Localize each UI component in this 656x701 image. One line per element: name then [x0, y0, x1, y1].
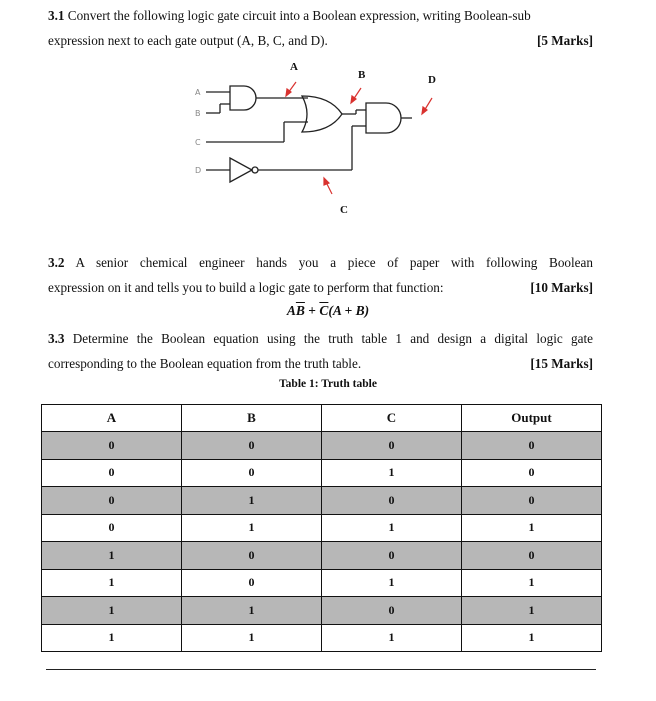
- arrow-label-b: B: [358, 69, 366, 81]
- cell-output: 1: [462, 514, 602, 542]
- question-3-3-text-1: Determine the Boolean equation using the truth table 1 and design a digital logic gate: [72, 331, 593, 346]
- and-gate-2: [366, 103, 401, 133]
- table-row: [42, 542, 602, 570]
- question-3-1-text-1: Convert the following logic gate circuit into a Boolean expression, writing Boolean-sub: [67, 8, 531, 23]
- cell-a: 1: [42, 542, 182, 570]
- arrow-label-c: C: [340, 204, 348, 216]
- question-3-2-line-2: [48, 275, 593, 300]
- logic-circuit-diagram: [180, 58, 450, 218]
- formula-b-bar: $\overline{B}$: [295, 303, 305, 318]
- cell-a: 0: [42, 514, 182, 542]
- question-3-2-number: 3.2: [48, 255, 65, 270]
- question-3-1-text-2: expression next to each gate output (A, B, C, and D).: [48, 33, 328, 48]
- cell-output: 1: [462, 569, 602, 597]
- cell-a: 1: [42, 569, 182, 597]
- formula-plus: +: [304, 303, 320, 318]
- table-header-row: [42, 405, 602, 432]
- and-gate-1: [230, 86, 256, 110]
- table-row: [42, 569, 602, 597]
- formula-a: A: [286, 303, 296, 318]
- cell-c: 0: [322, 487, 462, 515]
- cell-c: 0: [322, 542, 462, 570]
- question-3-1-marks: [5 Marks]: [536, 33, 593, 48]
- bottom-rule: [46, 669, 596, 670]
- table-caption: Table 1: Truth table: [279, 378, 377, 390]
- table-row: [42, 487, 602, 515]
- question-3-3-line-1: [48, 326, 593, 351]
- arrow-label-d: D: [428, 74, 436, 86]
- cell-b: 1: [182, 624, 322, 652]
- cell-b: 0: [182, 569, 322, 597]
- cell-c: 1: [322, 514, 462, 542]
- cell-output: 1: [462, 597, 602, 625]
- cell-b: 0: [182, 542, 322, 570]
- cell-a: 1: [42, 624, 182, 652]
- question-3-1: [48, 3, 593, 53]
- table-row: [42, 597, 602, 625]
- formula-c-bar: $\overline{C}$: [319, 303, 329, 318]
- cell-b: 0: [182, 432, 322, 460]
- cell-output: 0: [462, 487, 602, 515]
- cell-b: 1: [182, 597, 322, 625]
- arrow-c-head: [324, 178, 329, 185]
- table-row: [42, 459, 602, 487]
- cell-b: 0: [182, 459, 322, 487]
- question-3-3-line-2: [48, 351, 593, 376]
- question-3-1-line-1: [48, 3, 593, 28]
- input-label-d: D: [195, 166, 202, 175]
- header-c: C: [322, 405, 462, 432]
- input-label-c: C: [195, 138, 201, 147]
- cell-c: 1: [322, 624, 462, 652]
- input-label-a: A: [195, 88, 201, 97]
- formula-paren: (A + B): [328, 303, 370, 318]
- question-3-2-marks: [10 Marks]: [530, 280, 593, 295]
- question-3-1-number: 3.1: [48, 8, 65, 23]
- question-3-2-line-1: [48, 250, 593, 275]
- question-3-3-number: 3.3: [48, 331, 65, 346]
- cell-a: 0: [42, 459, 182, 487]
- not-gate: [230, 158, 252, 182]
- question-3-3-text-2: corresponding to the Boolean equation from the truth table.: [48, 356, 362, 371]
- table-row: [42, 514, 602, 542]
- cell-a: 1: [42, 597, 182, 625]
- question-3-1-line-2: [48, 28, 593, 53]
- cell-c: 1: [322, 569, 462, 597]
- cell-output: 0: [462, 432, 602, 460]
- truth-table: [41, 404, 602, 652]
- cell-b: 1: [182, 487, 322, 515]
- cell-output: 0: [462, 542, 602, 570]
- question-3-2-text-2: expression on it and tells you to build a logic gate to perform that function:: [48, 280, 444, 295]
- cell-a: 0: [42, 487, 182, 515]
- cell-b: 1: [182, 514, 322, 542]
- arrow-label-a: A: [290, 61, 298, 73]
- question-3-3: [48, 326, 593, 376]
- cell-c: 0: [322, 597, 462, 625]
- or-gate: [302, 96, 342, 132]
- question-3-2: [48, 250, 593, 300]
- boolean-expression: [0, 303, 656, 319]
- table-row: [42, 432, 602, 460]
- header-b: B: [182, 405, 322, 432]
- header-a: A: [42, 405, 182, 432]
- question-3-2-text-1: A senior chemical engineer hands you a piece of paper with following Boolean: [75, 255, 593, 270]
- cell-c: 1: [322, 459, 462, 487]
- cell-a: 0: [42, 432, 182, 460]
- cell-output: 1: [462, 624, 602, 652]
- cell-output: 0: [462, 459, 602, 487]
- header-output: Output: [462, 405, 602, 432]
- cell-c: 0: [322, 432, 462, 460]
- input-label-b: B: [195, 109, 201, 118]
- question-3-3-marks: [15 Marks]: [530, 356, 593, 371]
- table-row: [42, 624, 602, 652]
